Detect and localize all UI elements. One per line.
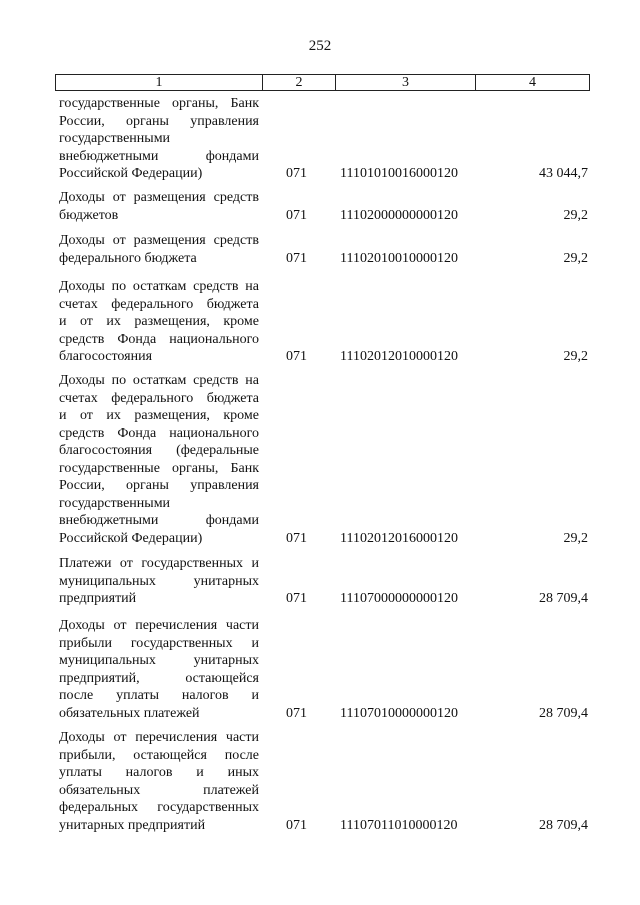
description-line: федеральных государственных [59,800,259,815]
description-line: Доходы от перечисления части [59,618,259,633]
description-line: счетах федерального бюджета [59,296,259,312]
row-description [59,232,259,267]
description-line: государственные органы, Банк [59,96,259,111]
budget-classification-code: 11107011010000120 [340,817,458,833]
row-description [59,372,259,547]
budget-classification-code: 11102012010000120 [340,349,458,364]
column-4-header: 4 [476,75,590,91]
description-line: Доходы от размещения средств [59,190,259,205]
row-description [59,617,259,722]
description-line: Платежи от государственных и [59,556,259,571]
admin-code: 071 [286,591,307,606]
table-row [0,555,640,608]
description-line: счетах федерального бюджета [59,390,259,406]
amount-value: 29,2 [563,349,588,364]
description-line: муниципальных унитарных [59,573,259,589]
row-description [59,729,259,834]
description-line: Доходы по остаткам средств на [59,279,259,294]
description-line: унитарных предприятий [59,817,206,833]
description-line: внебюджетными фондами [59,513,259,528]
description-line: Российской Федерации) [59,166,203,181]
admin-code: 071 [286,530,307,546]
description-line: внебюджетными фондами [59,148,259,164]
table-row [0,189,640,224]
table-row [0,372,640,547]
admin-code: 071 [286,166,307,181]
table-row [0,729,640,834]
description-line: Российской Федерации) [59,530,203,546]
description-line: России, органы управления [59,113,259,129]
admin-code: 071 [286,250,307,266]
row-description [59,189,259,224]
table-row [0,278,640,366]
description-line: благосостояния [59,349,153,364]
description-line: прибыли государственных и [59,635,259,651]
description-line: уплаты налогов и иных [59,765,259,780]
amount-value: 43 044,7 [539,166,588,181]
description-line: после уплаты налогов и [59,688,259,703]
admin-code: 071 [286,349,307,364]
description-line: России, органы управления [59,478,259,493]
table-row [0,617,640,722]
description-line: муниципальных унитарных [59,653,259,668]
description-line: бюджетов [59,207,119,223]
column-2-header: 2 [263,75,336,91]
description-line: благосостояния (федеральные [59,443,259,458]
column-1-header: 1 [56,75,263,91]
admin-code: 071 [286,817,307,833]
row-description [59,278,259,366]
table-row [0,95,640,183]
budget-classification-code: 11107010000000120 [340,705,458,721]
description-line: государственные органы, Банк [59,460,259,476]
description-line: Доходы от перечисления части [59,730,259,745]
description-line: средств Фонда национального [59,331,259,347]
budget-classification-code: 11101010016000120 [340,166,458,181]
description-line: средств Фонда национального [59,425,259,441]
column-header-row [55,74,590,91]
description-line: федерального бюджета [59,250,197,266]
amount-value: 28 709,4 [539,591,588,606]
description-line: государственными [59,495,171,511]
admin-code: 071 [286,705,307,721]
row-description [59,555,259,608]
amount-value: 28 709,4 [539,817,588,833]
description-line: государственными [59,131,171,146]
description-line: обязательных платежей [59,782,259,798]
column-3-header: 3 [336,75,476,91]
amount-value: 28 709,4 [539,705,588,721]
amount-value: 29,2 [563,250,588,266]
description-line: и от их размещения, кроме [59,408,259,423]
row-description [59,95,259,183]
description-line: Доходы по остаткам средств на [59,373,259,388]
description-line: и от их размещения, кроме [59,314,259,329]
budget-classification-code: 11102010010000120 [340,250,458,266]
description-line: предприятий, остающейся [59,670,259,686]
budget-classification-code: 11107000000000120 [340,591,458,606]
description-line: Доходы от размещения средств [59,233,259,248]
description-line: предприятий [59,591,137,606]
budget-classification-code: 11102000000000120 [340,207,458,223]
amount-value: 29,2 [563,530,588,546]
page-number: 252 [308,38,332,54]
description-line: прибыли, остающейся после [59,747,259,763]
description-line: обязательных платежей [59,705,200,721]
table-row [0,232,640,267]
admin-code: 071 [286,207,307,223]
budget-classification-code: 11102012016000120 [340,530,458,546]
amount-value: 29,2 [563,207,588,223]
